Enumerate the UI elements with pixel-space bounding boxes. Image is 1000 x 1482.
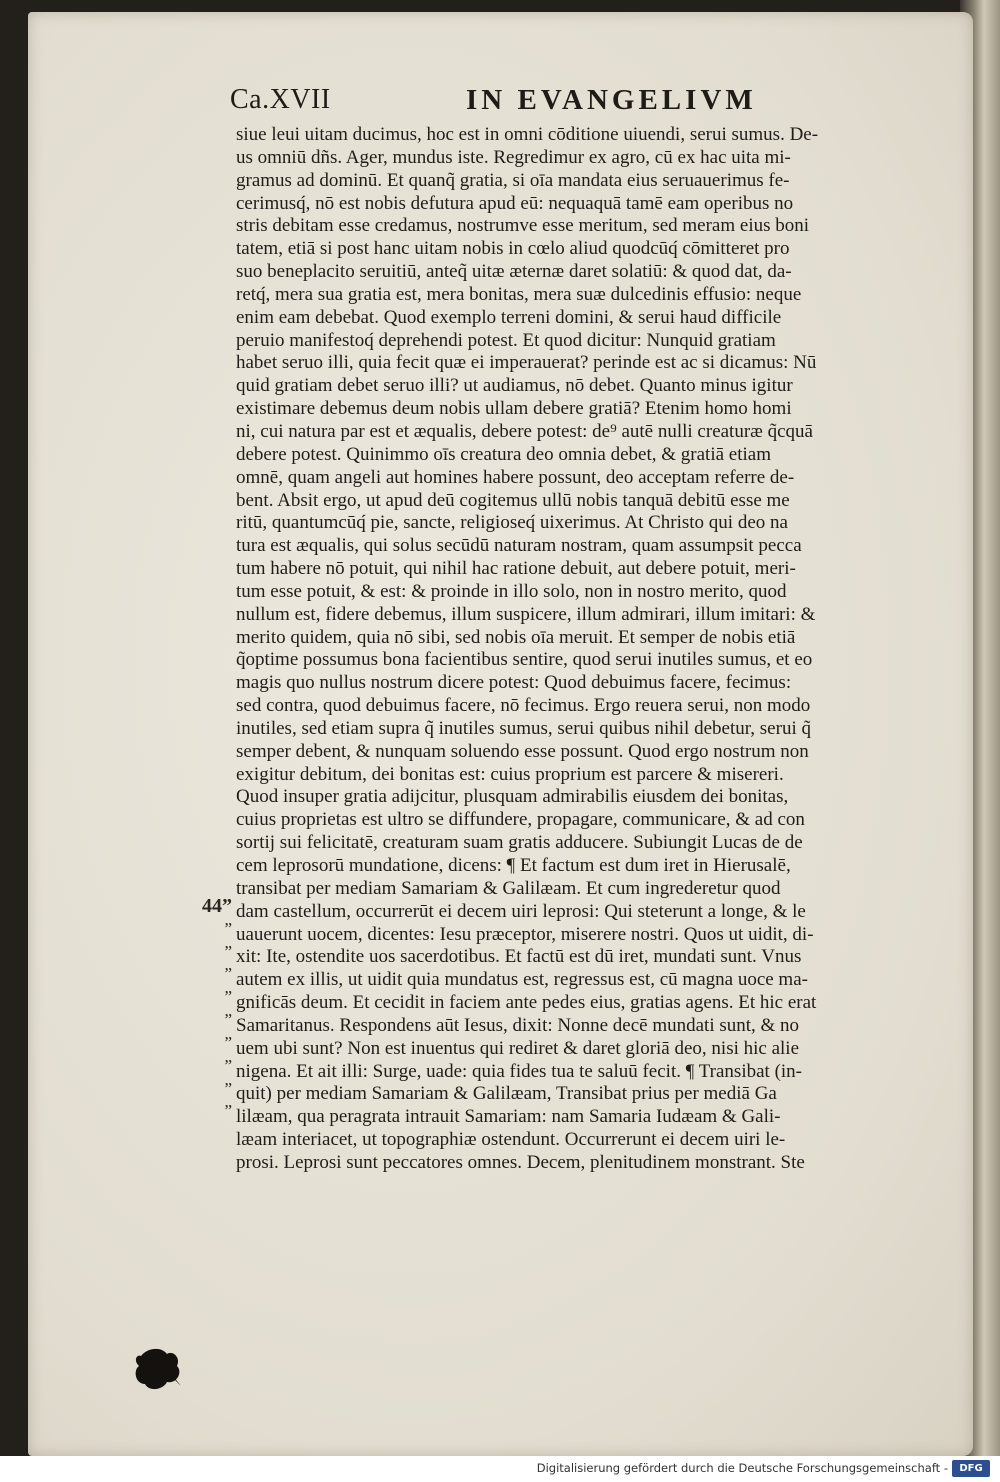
margin-quote-mark: ” — [224, 1010, 232, 1030]
text-line: cerimusq́, nō est nobis defutura apud eū: nequaquā tamē eam operibus no — [236, 192, 794, 214]
text-line: sortij sui felicitatē, creaturam suam gratis adducere. Subiungit Lucas de de — [236, 832, 803, 854]
text-line: autem ex illis, ut uidit quia mundatus est, regressus est, cū magna uoce ma- — [236, 969, 808, 991]
text-line: Quod insuper gratia adijcitur, plusquam admirabilis eiusdem dei bonitas, — [236, 786, 789, 808]
margin-quote-mark: ” — [224, 941, 232, 961]
text-line: stris debitam esse credamus, nostrumve esse meritum, sed meram eius boni — [236, 215, 810, 237]
margin-quote-mark — [170, 872, 236, 895]
page-header — [230, 84, 845, 124]
margin-quote-mark: ” — [224, 964, 232, 984]
text-line: magis quo nullus nostrum dicere potest: Quod debuimus facere, fecimus: — [236, 672, 792, 694]
chapter-folio: Ca.XVII — [230, 84, 331, 115]
text-line: uem ubi sunt? Non est inuentus qui rediret & daret gloriā deo, nisi hic alie — [236, 1037, 800, 1059]
body-text — [236, 124, 963, 1175]
text-line: exigitur debitum, dei bonitas est: cuius proprium est parcere & misereri. — [236, 763, 784, 785]
margin-quote-mark: ” — [224, 1101, 232, 1121]
funding-credit: Digitalisierung gefördert durch die Deutsche Forschungsgemeinschaft - — [536, 1461, 948, 1475]
dfg-logo: DFG — [952, 1460, 990, 1477]
text-line: cem leprosorū mundatione, dicens: ¶ Et factum est dum iret in Hierusalē, — [236, 855, 791, 876]
text-line: merito quidem, quia nō sibi, sed nobis oīa meruit. Et semper de nobis etiā — [236, 626, 796, 648]
margin-quote-mark: ” — [224, 918, 232, 938]
text-line: sed contra, quod debuimus facere, nō fecimus. Ergo reuera serui, non modo — [236, 695, 811, 717]
text-line: bent. Absit ergo, ut apud deū cogitemus ullū nobis tanquā debitū esse me — [236, 489, 790, 511]
text-line: ni, cui natura par est et æqualis, debere potest: de⁹ autē nulli creaturæ q̃cquā — [236, 420, 813, 442]
text-line: xit: Ite, ostendite uos sacerdotibus. Et factū est dū iret, mundati sunt. Vnus — [236, 946, 802, 968]
text-line: enim eam debebat. Quod exemplo terreni domini, & serui haud difficile — [236, 306, 782, 328]
text-line: tatem, etiā si post hanc uitam nobis in cœlo aliud quodcūq́ cōmitteret pro — [236, 238, 790, 260]
ink-blot-icon — [133, 1346, 183, 1392]
margin-quote-mark: ” — [224, 987, 232, 1007]
margin-note-number: 44” — [202, 894, 232, 917]
text-line: nullum est, fidere debemus, illum suspicere, illum admirari, illum imitari: & — [236, 603, 816, 625]
text-line: omnē, quam angeli aut homines habere possunt, deo acceptam referre de- — [236, 466, 795, 488]
text-line: dam castellum, occurrerūt ei decem uiri leprosi: Qui steterunt a longe, & le — [236, 900, 806, 922]
text-line: suo beneplacito seruitiū, anteq̃ uitæ æternæ daret solatiū: & quod dat, da- — [236, 261, 792, 283]
text-line: existimare debemus deum nobis ullam debere gratiā? Etenim homo homi — [236, 398, 792, 420]
footer-bar — [0, 1456, 1000, 1482]
text-line: transibat per mediam Samariam & Galilæam. Et cum ingrederetur quod — [236, 877, 781, 899]
text-line: inutiles, sed etiam supra q̃ inutiles sumus, serui quibus nihil debetur, serui q̃ — [236, 717, 811, 739]
text-line: prosi. Leprosi sunt peccatores omnes. Decem, plenitudinem monstrant. Ste — [236, 1151, 805, 1173]
text-line: tura est æqualis, qui solus secūdū naturam nostram, quam assumpsit pecca — [236, 535, 802, 557]
margin-quote-mark: ” — [224, 1055, 232, 1075]
margin-notes — [170, 872, 236, 1123]
text-line: nigena. Et ait illi: Surge, uade: quia fides tua te saluū fecit. ¶ Transibat (in- — [236, 1060, 803, 1082]
text-line: quid gratiam debet seruo illi? ut audiamus, nō debet. Quanto minus igitur — [236, 375, 793, 397]
text-line: læam interiacet, ut topographiæ ostendunt. Occurrerunt ei decem uiri le- — [236, 1129, 786, 1151]
text-line: gramus ad dominū. Et quanq̃ gratia, si oīa mandata eius seruauerimus fe- — [236, 169, 790, 191]
text-line: ritū, quantumcūq́ pie, sancte, religioseq́ uixerimus. At Christo qui deo na — [236, 512, 788, 534]
margin-quote-mark: ” — [224, 1032, 232, 1052]
text-line: us omniū dñs. Ager, mundus iste. Regredimur ex agro, cū ex hac uita mi- — [236, 146, 791, 168]
margin-quote-mark: ” — [224, 1078, 232, 1098]
text-line: gnificās deum. Et cecidit in faciem ante pedes eius, gratias agens. Et hic erat — [236, 992, 817, 1014]
text-line: peruio manifestoq́ deprehendi potest. Et quod dicitur: Nunquid gratiam — [236, 329, 776, 351]
text-line: siue leui uitam ducimus, hoc est in omni cōditione uiuendi, serui sumus. De- — [236, 124, 819, 145]
text-line: cuius proprietas est ultro se diffundere, propagare, communicare, & ad con — [236, 809, 805, 831]
text-line: habet seruo illi, quia fecit quæ ei imperauerat? perinde est ac si dicamus: Nū — [236, 352, 817, 374]
text-line: tum esse potuit, & est: & proinde in illo solo, non in nostro merito, quod — [236, 580, 787, 602]
text-line: tum habere nō potuit, qui nihil hac ratione debuit, aut debere potuit, meri- — [236, 558, 796, 580]
text-line: q̃optime possumus bona facientibus sentire, quod serui inutiles sumus, et eo — [236, 649, 813, 671]
text-line: debere potest. Quinimmo oīs creatura deo omnia debet, & gratiā etiam — [236, 443, 771, 465]
text-line: Samaritanus. Respondens aūt Iesus, dixit: Nonne decē mundati sunt, & no — [236, 1014, 800, 1036]
running-title: IN EVANGELIVM — [466, 84, 757, 116]
text-line: quit) per mediam Samariam & Galilæam, Transibat prius per mediā Ga — [236, 1083, 777, 1105]
text-line: lilæam, qua peragrata intrauit Samariam: nam Samaria Iudæam & Gali- — [236, 1106, 781, 1128]
text-line: uauerunt uocem, dicentes: Iesu præceptor, miserere nostri. Quos ut uidit, di- — [236, 923, 814, 945]
text-line: semper debent, & nunquam soluendo esse possunt. Quod ergo nostrum non — [236, 740, 809, 762]
text-line: retq́, mera sua gratia est, mera bonitas, mera suæ dulcedinis effusio: neque — [236, 283, 802, 305]
